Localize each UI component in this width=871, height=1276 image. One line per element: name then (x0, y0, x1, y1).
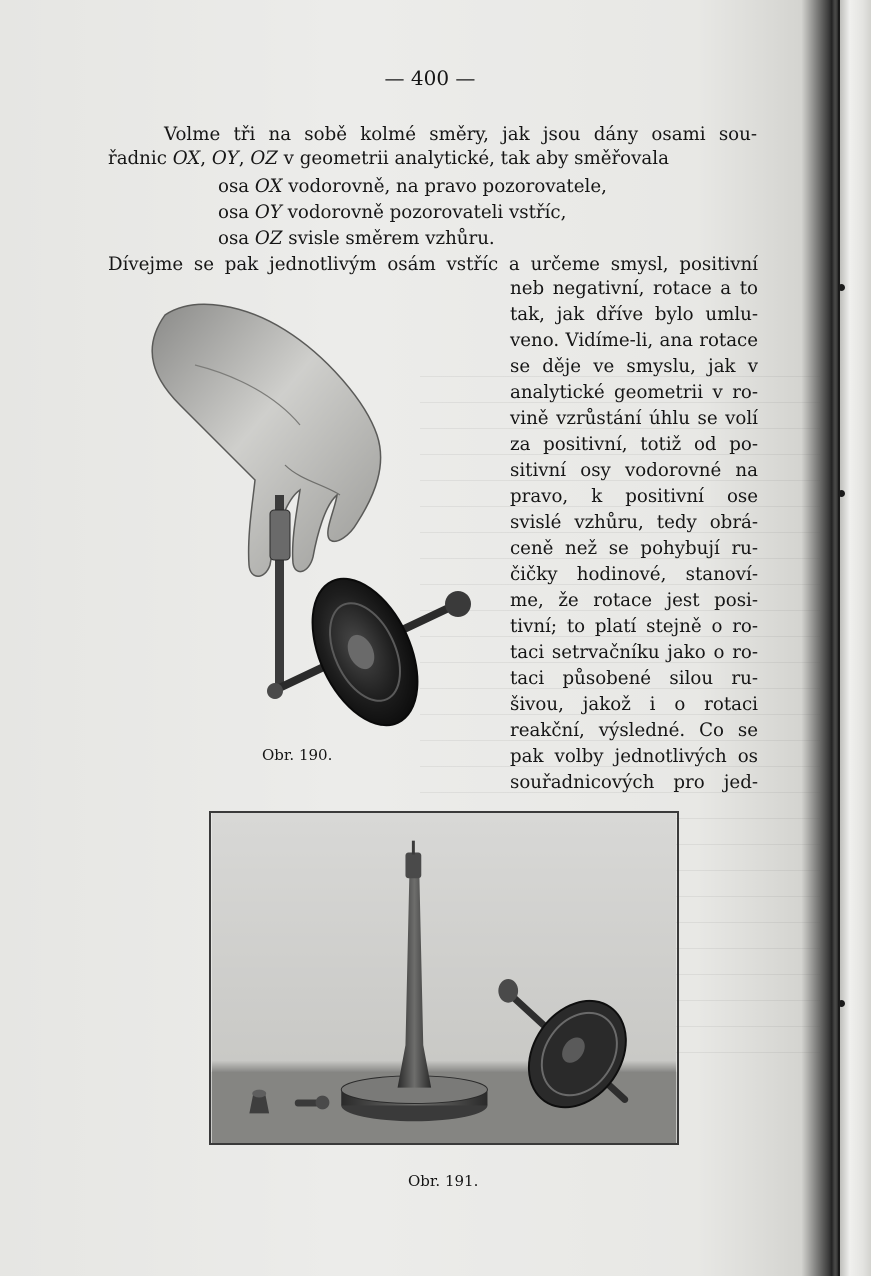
text-line-5 (218, 228, 495, 250)
axis-label-oz: OZ (250, 148, 278, 169)
figure-190-hand-gyroscope (125, 295, 485, 735)
binding-edge (838, 0, 871, 1276)
binding-hole (838, 1000, 845, 1007)
column-line: za positivní, totiž od po- (510, 434, 758, 455)
column-line: me, že rotace jest posi- (510, 590, 758, 611)
column-line: ceně než se pohybují ru- (510, 538, 758, 559)
axis-label-ox: OX (172, 148, 201, 169)
text-line-1: Volme tři na sobě kolmé směry, jak jsou dány osami sou- (164, 124, 757, 145)
text-line-6: Dívejme se pak jednotlivým osám vstříc a určeme smysl, positivní (108, 254, 758, 275)
column-line: neb negativní, rotace a to (510, 278, 758, 299)
text-segment: osa (218, 202, 255, 223)
axis-label-oy: OY (254, 202, 282, 223)
text-segment: vodorovně, na pravo pozorovatele, (282, 176, 607, 197)
column-line: veno. Vidíme-li, ana rotace (510, 330, 758, 351)
column-line: šivou, jakož i o rotaci (510, 694, 758, 715)
text-line-2 (108, 148, 669, 170)
column-line: reakční, výsledné. Co se (510, 720, 758, 741)
text-line-3 (218, 176, 607, 198)
column-line: svislé vzhůru, tedy obrá- (510, 512, 758, 533)
column-line: se děje ve smyslu, jak v (510, 356, 758, 377)
column-line: tak, jak dříve bylo umlu- (510, 304, 758, 325)
text-segment: , (238, 148, 251, 169)
text-segment: osa (218, 176, 255, 197)
figure-191-gyroscope-stand (209, 811, 679, 1145)
axis-label-oy: OY (211, 148, 239, 169)
caption-fig-190: Obr. 190. (262, 746, 333, 764)
column-line: pravo, k positivní ose (510, 486, 758, 507)
axis-label-oz: OZ (254, 228, 283, 249)
page-number: — 400 — (384, 66, 476, 90)
column-line: čičky hodinové, stanoví- (510, 564, 758, 585)
text-segment: vodorovně pozorovateli vstříc, (281, 202, 567, 223)
column-line: tivní; to platí stejně o ro- (510, 616, 758, 637)
column-line: analytické geometrii v ro- (510, 382, 758, 403)
text-segment: , (200, 148, 212, 169)
column-line: taci působené silou ru- (510, 668, 758, 689)
column-line: taci setrvačníku jako o ro- (510, 642, 758, 663)
axis-label-ox: OX (254, 176, 283, 197)
text-segment: svisle směrem vzhůru. (282, 228, 495, 249)
column-line: pak volby jednotlivých os (510, 746, 758, 767)
column-line: souřadnicových pro jed- (510, 772, 758, 793)
text-segment: osa (218, 228, 255, 249)
binding-hole (838, 284, 845, 291)
text-segment: v geometrii analytické, tak aby směřovala (277, 148, 669, 169)
text-segment: řadnic (108, 148, 173, 169)
column-line: vině vzrůstání úhlu se volí (510, 408, 758, 429)
binding-hole (838, 490, 845, 497)
column-line: sitivní osy vodorovné na (510, 460, 758, 481)
text-line-4 (218, 202, 566, 224)
caption-fig-191: Obr. 191. (408, 1172, 479, 1190)
